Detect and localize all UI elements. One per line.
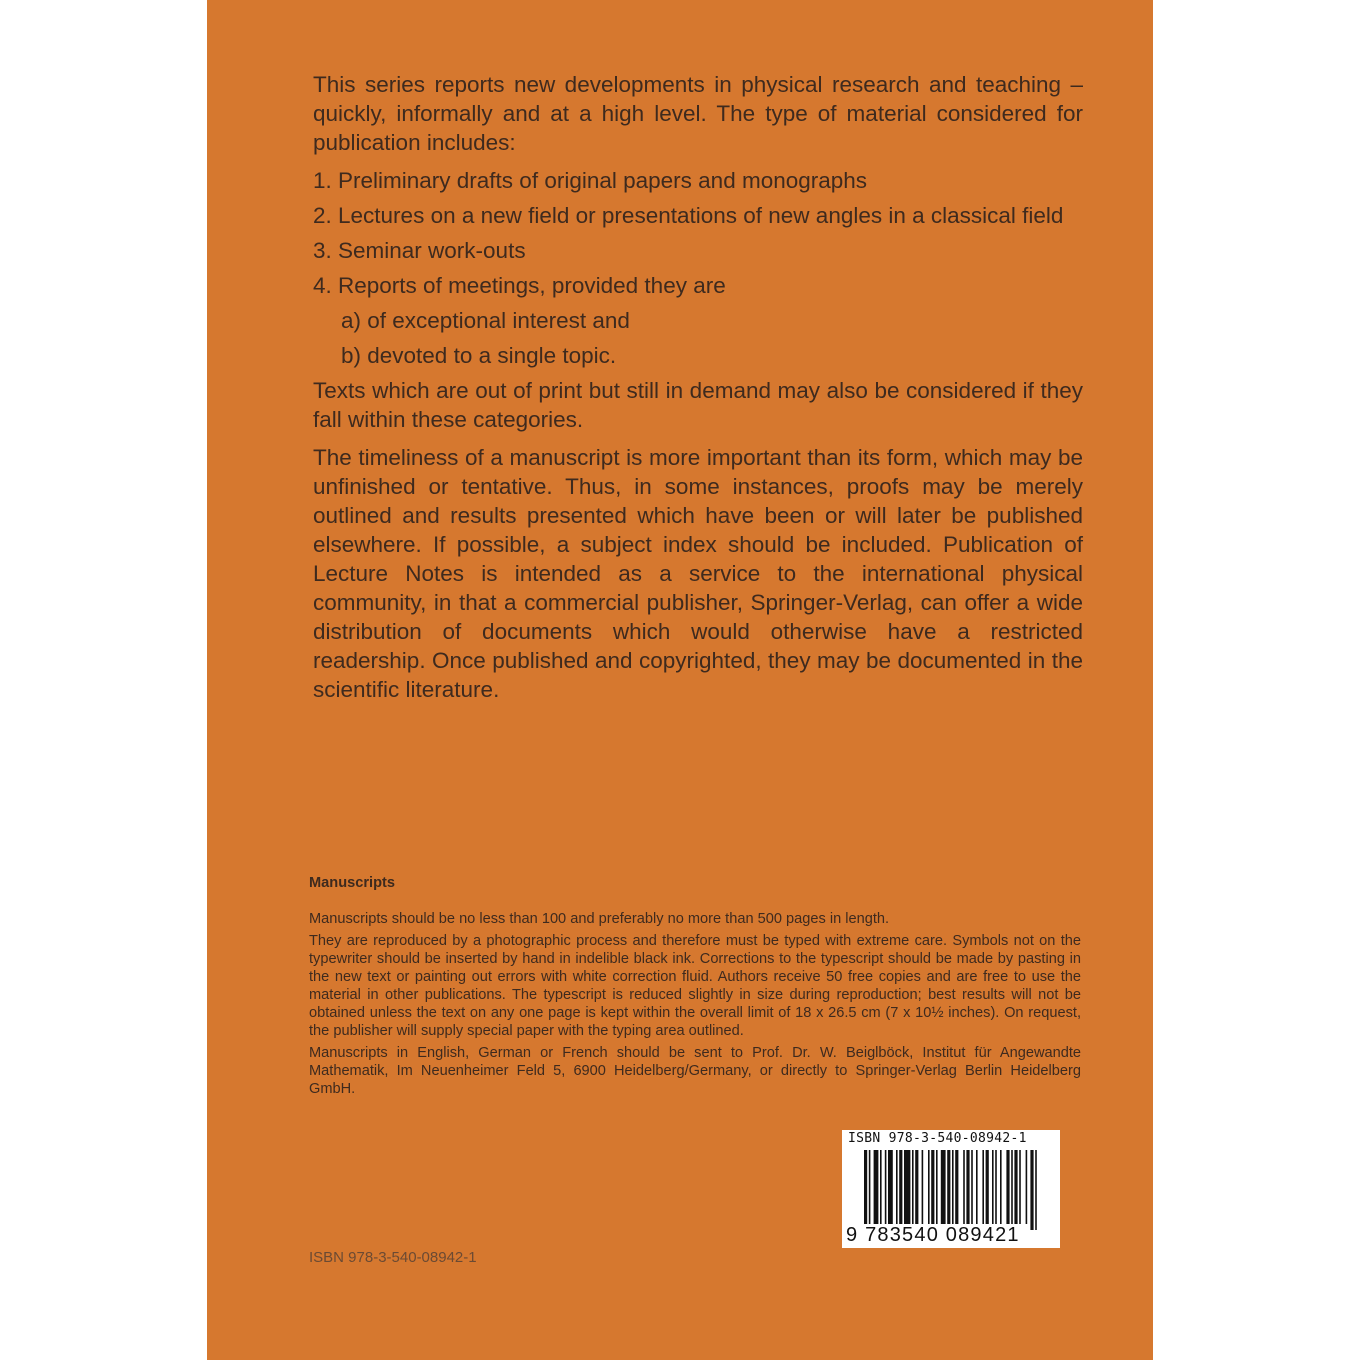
barcode-bar (864, 1150, 867, 1230)
manuscripts-length-paragraph: Manuscripts should be no less than 100 and preferably no more than 500 pages in length. (309, 911, 890, 927)
isbn-barcode (842, 1130, 1060, 1248)
barcode-bar (885, 1150, 887, 1224)
barcode-bar (1035, 1150, 1037, 1230)
back-cover (207, 0, 1153, 1360)
timeliness-paragraph: The timeliness of a manuscript is more important than its form, which may be unfinished or tentative. Thus, in some instances, proofs may be merely outlined and results presented which have been or will later be published elsewhere. If possible, a subject index should be included. Publication of Lecture Notes is intended as a service to the international physical community, in that a commercial publisher, Springer-Verlag, can offer a wide distribution of documents which would otherwise have a restricted readership. Once published and copyrighted, they may be documented in the scientific literature. (313, 445, 1083, 702)
barcode-bar (931, 1150, 934, 1224)
barcode-bar (904, 1150, 910, 1224)
barcode-bar (966, 1150, 969, 1224)
barcode-bar (971, 1150, 973, 1224)
barcode-bar (1000, 1150, 1002, 1224)
manuscripts-section (309, 874, 1081, 1102)
barcode-bar (941, 1150, 946, 1224)
barcode-bar (912, 1150, 914, 1224)
list-item: 4. Reports of meetings, provided they are (313, 273, 726, 298)
barcode-bar (952, 1150, 954, 1230)
barcode-bar (869, 1150, 871, 1230)
barcode-bar (888, 1150, 893, 1224)
barcode-bar (922, 1150, 924, 1224)
barcode-isbn-label: ISBN 978-3-540-08942-1 (848, 1131, 1027, 1146)
barcode-bar (1026, 1150, 1028, 1224)
barcode-bar (955, 1150, 958, 1224)
barcode-bar (963, 1150, 965, 1224)
list-item: 3. Seminar work-outs (313, 238, 526, 263)
barcode-bar (992, 1150, 994, 1224)
barcode-bar (928, 1150, 930, 1224)
barcode-bar (976, 1150, 978, 1224)
list-item: 2. Lectures on a new field or presentations of new angles in a classical field (313, 203, 1064, 228)
barcode-bar (936, 1150, 938, 1224)
barcode-bar (995, 1150, 997, 1224)
barcode-bar (1014, 1150, 1017, 1224)
manuscripts-address-paragraph: Manuscripts in English, German or French should be sent to Prof. Dr. W. Beiglböck, Institut für Angewandte Mathematik, Im Neuenheimer Feld 5, 6900 Heidelberg/Germany, or directly to Springer-Verlag Berlin Heidelberg GmbH. (309, 1045, 1081, 1097)
barcode-bar (1006, 1150, 1009, 1224)
intro-paragraph: This series reports new developments in physical research and teaching – quickly, informally and at a high level. The type of material considered for publication includes: (313, 72, 1083, 155)
barcode-bar (896, 1150, 898, 1224)
barcode-bar (880, 1150, 882, 1224)
barcode-bar (982, 1150, 984, 1224)
barcode-bar (947, 1150, 950, 1230)
barcode-bars (842, 1148, 1060, 1232)
barcode-bar (1011, 1150, 1013, 1224)
manuscripts-heading: Manuscripts (309, 875, 395, 891)
out-of-print-paragraph: Texts which are out of print but still in demand may also be considered if they fall within these categories. (313, 378, 1083, 432)
barcode-bar (899, 1150, 902, 1224)
barcode-bar (1019, 1150, 1021, 1224)
list-item: 1. Preliminary drafts of original papers and monographs (313, 168, 868, 193)
list-subitem: b) devoted to a single topic. (341, 343, 617, 368)
isbn-text: ISBN 978-3-540-08942-1 (309, 1249, 477, 1266)
list-subitem: a) of exceptional interest and (341, 308, 630, 333)
manuscripts-typing-paragraph: They are reproduced by a photographic process and therefore must be typed with extreme care. Symbols not on the typewriter should be inserted by hand in indelible black ink. Corrections to the typescript should be made by pasting in the new text or painting out errors with white correction fluid. Authors receive 50 free copies and are free to use the material in other publications. The typescript is reduced slightly in size during reproduction; best results will not be obtained unless the text on any one page is kept within the overall limit of 18 x 26.5 cm (7 x 10½ inches). On request, the publisher will supply special paper with the typing area outlined. (309, 933, 1081, 1039)
series-description (313, 70, 1083, 713)
barcode-digits: 9 783540 089421 (846, 1224, 1020, 1246)
barcode-bar (874, 1150, 879, 1224)
barcode-bar (1030, 1150, 1033, 1230)
barcode-bar (986, 1150, 989, 1224)
barcode-bar (915, 1150, 918, 1224)
